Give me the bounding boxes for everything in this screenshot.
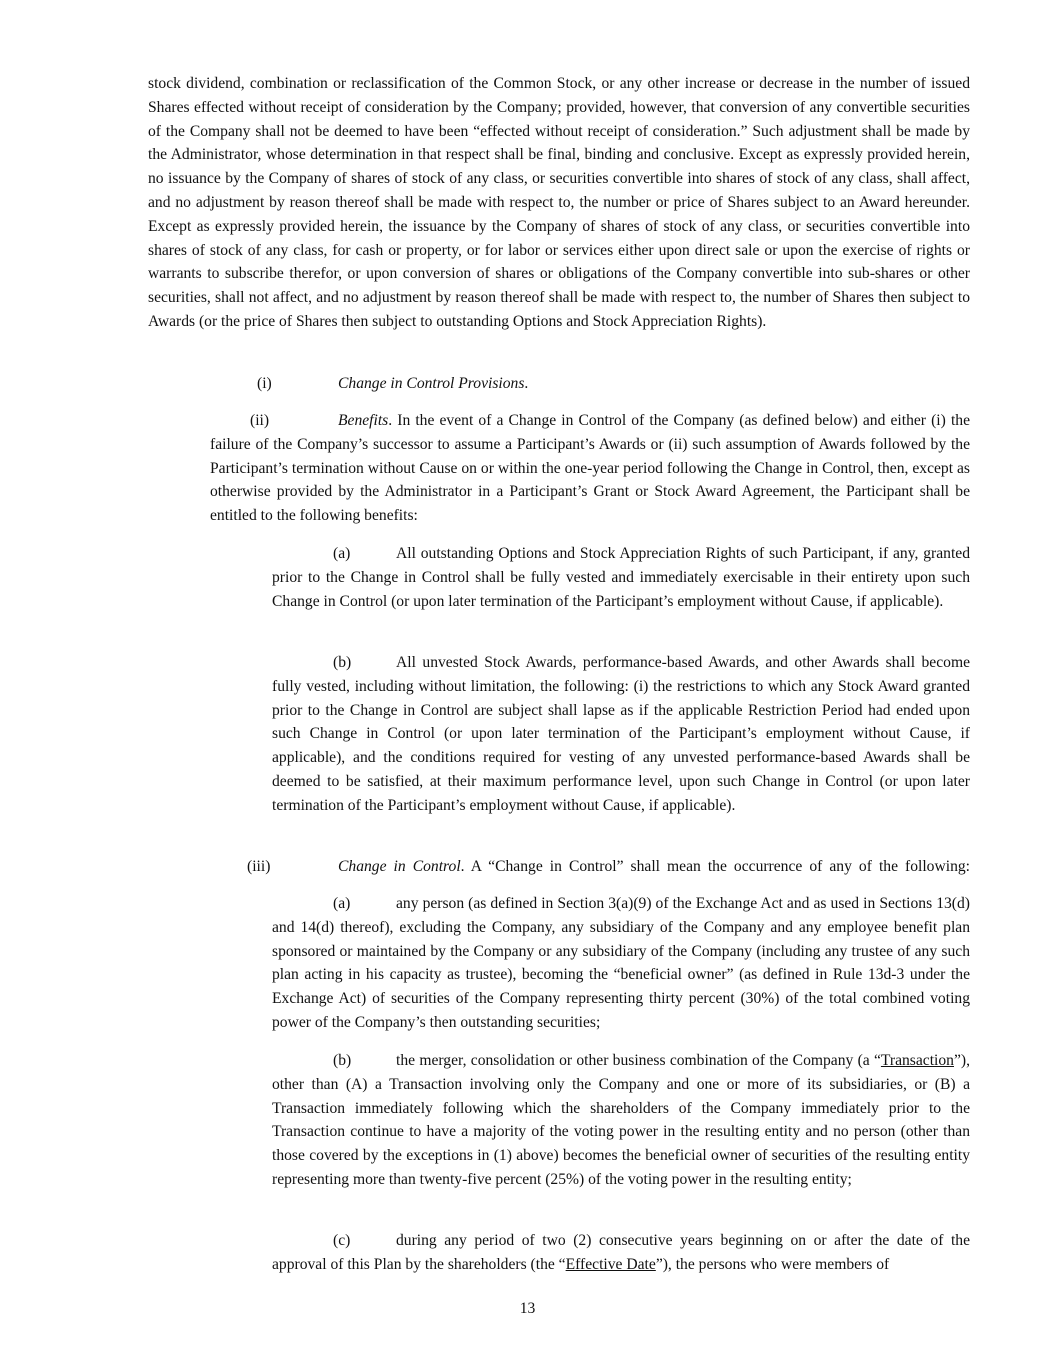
section-ii-a-text: All outstanding Options and Stock Appreciation Rights of such Participant, if any, granted prior to the Change in Control shall be fully vested and immediately exercisable in their entirety upon such Change in Control (or upon later termination of the Participant’s employment without Cause, if applicable). (272, 545, 970, 610)
section-iii-a-number: (a) (333, 895, 351, 912)
section-i-title: Change in Control Provisions (338, 375, 525, 392)
section-ii-number: (ii) (250, 412, 270, 429)
section-i-title-end: . (524, 375, 529, 392)
effective-date-defined-term: Effective Date (565, 1255, 656, 1273)
section-ii-a-number: (a) (333, 545, 351, 562)
page-number: 13 (519, 1300, 536, 1317)
section-iii-b-paragraph (272, 1049, 970, 1192)
section-iii-c-paragraph (272, 1229, 970, 1277)
section-iii-b-text-post: ”), other than (A) a Transaction involving only the Company and one or more of its subsidiaries, or (B) a Transaction immediately following which the shareholders of the Company immediately prior to the Transaction continue to have a majority of the voting power in the resulting entity and no person (other than those covered by the exceptions in (1) above) becomes the beneficial owner of securities of the resulting entity representing more than twenty-five percent (25%) of the voting power in the resulting entity; (272, 1052, 970, 1188)
section-iii-a-text: any person (as defined in Section 3(a)(9) of the Exchange Act and as used in Sections 13(d) and 14(d) thereof), excluding the Company, any subsidiary of the Company and any employee benefit plan sponsored or maintained by the Company or any subsidiary of the Company (including any trustee of any such plan acting in his capacity as trustee), becoming the “beneficial owner” (as defined in Rule 13d-3 under the Exchange Act) of securities of the Company representing thirty percent (30%) of the total combined voting power of the Company’s then outstanding securities; (272, 895, 970, 1031)
section-ii-text: . In the event of a Change in Control of the Company (as defined below) and either (i) the failure of the Company’s successor to assume a Participant’s Awards or (ii) such assumption of Awards followed by the Participant’s termination without Cause on or within the one-year period following the Change in Control, then, except as otherwise provided by the Administrator in a Participant’s Grant or Stock Award Agreement, the Participant shall be entitled to the following benefits: (210, 412, 970, 525)
section-ii-b-text: All unvested Stock Awards, performance-based Awards, and other Awards shall become fully vested, including without limitation, the following: (i) the restrictions to which any Stock Award granted prior to the Change in Control are subject shall lapse as if the applicable Restriction Period had ended upon such Change in Control (or upon later termination of the Participant’s employment without Cause, if applicable), and the conditions required for vesting of any unvested performance-based Awards shall be deemed to be satisfied, at their maximum performance level, upon such Change in Control (or upon later termination of the Participant’s employment without Cause, if applicable). (272, 654, 970, 814)
section-iii-a-paragraph (272, 892, 970, 1035)
section-iii-title: Change in Control (338, 858, 461, 875)
section-ii-title: Benefits (338, 412, 389, 429)
section-iii-c-number: (c) (333, 1232, 351, 1249)
continuation-paragraph (148, 72, 970, 334)
transaction-defined-term: Transaction (880, 1052, 954, 1069)
section-iii-paragraph (247, 855, 970, 879)
section-ii-paragraph (210, 409, 970, 528)
section-ii-a-paragraph (272, 542, 970, 613)
section-iii-b-number: (b) (333, 1052, 352, 1069)
section-iii-number: (iii) (247, 858, 271, 875)
section-iii-text: . A “Change in Control” shall mean the occurrence of any of the following: (460, 858, 971, 875)
section-iii-c-text-post: ”), the persons who were members of (655, 1255, 890, 1273)
section-iii-b-text-pre: the merger, consolidation or other business combination of the Company (a “ (396, 1052, 881, 1069)
section-ii-b-paragraph (272, 651, 970, 818)
continuation-text: stock dividend, combination or reclassification of the Common Stock, or any other increase or decrease in the number of issued Shares effected without receipt of consideration by the Company; provided, however, that conversion of any convertible securities of the Company shall not be deemed to have been “effected without receipt of consideration.” Such adjustment shall be made by the Administrator, whose determination in that respect shall be final, binding and conclusive. Except as expressly provided herein, no issuance by the Company of shares of stock of any class, or securities convertible into shares of stock of any class, shall affect, and no adjustment by reason thereof shall be made with respect to, the number or price of Shares subject to an Award hereunder. Except as expressly provided herein, the issuance by the Company of shares of stock of any class, or securities convertible into shares of stock of any class, for cash or property, or for labor or services either upon direct sale or upon the exercise of rights or warrants to subscribe therefor, or upon conversion of shares or obligations of the Company convertible into sub-shares or other securities, shall not affect, and no adjustment by reason thereof shall be made with respect to, the number of Shares then subject to Awards (or the price of Shares then subject to outstanding Options and Stock Appreciation Rights). (148, 75, 970, 330)
section-iii-c-text-pre: during any period of two (2) consecutive years beginning on or after the date of the approval of this Plan by the shareholders (the “ (272, 1232, 970, 1273)
section-i-number: (i) (257, 375, 272, 392)
section-ii-b-number: (b) (333, 654, 352, 671)
section-i-heading (257, 372, 528, 396)
